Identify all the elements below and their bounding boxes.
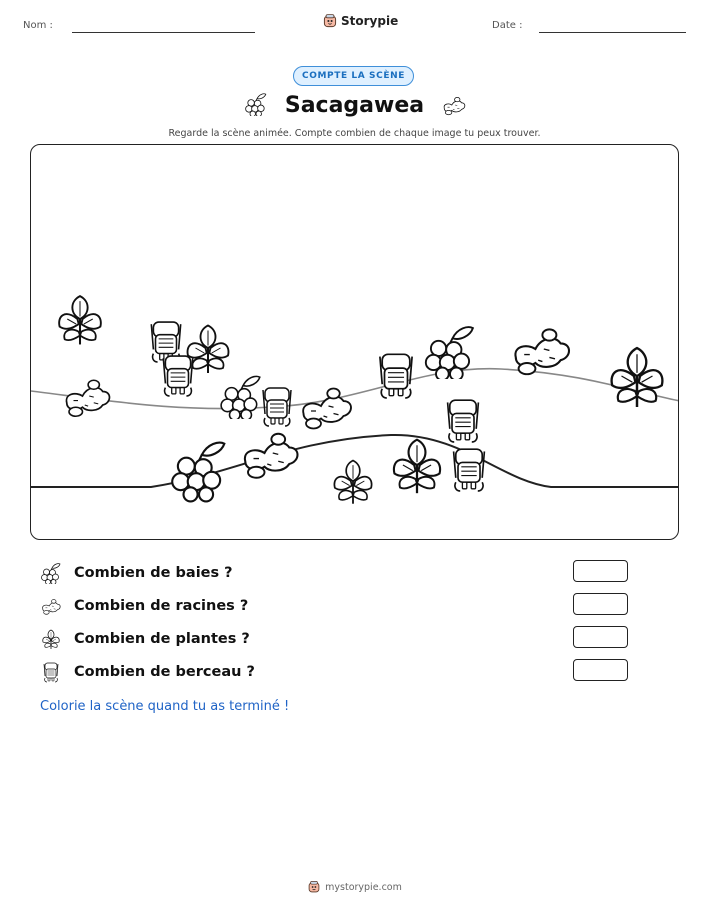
roots-icon <box>40 595 62 617</box>
counting-scene <box>30 144 679 540</box>
footer <box>0 880 709 894</box>
name-label: Nom : <box>23 20 53 31</box>
cradle-2 <box>163 356 192 396</box>
plant-1 <box>59 296 101 344</box>
roots-3 <box>303 389 351 429</box>
date-label: Date : <box>492 20 523 31</box>
roots-2 <box>515 329 569 374</box>
cradle-3 <box>380 354 412 398</box>
berries-icon <box>40 562 62 584</box>
plant-icon <box>40 628 62 650</box>
brand-logo <box>322 13 398 29</box>
answer-box-roots[interactable] <box>573 593 628 615</box>
cradle-4 <box>263 388 291 426</box>
date-line[interactable] <box>539 32 686 33</box>
roots-icon <box>441 94 467 116</box>
roots-1 <box>66 380 109 416</box>
answer-box-plants[interactable] <box>573 626 628 648</box>
storypie-mascot-icon <box>307 880 321 894</box>
coloring-instruction: Colorie la scène quand tu as terminé ! <box>40 699 290 714</box>
activity-badge: COMPTE LA SCÈNE <box>293 66 414 86</box>
back-hill-line <box>31 369 679 409</box>
roots-4 <box>245 434 298 478</box>
cradle-5 <box>448 400 479 442</box>
berries-2 <box>221 376 260 420</box>
plant-2 <box>188 326 229 374</box>
berries-1 <box>426 327 473 380</box>
cradleboard-icon <box>40 661 62 683</box>
question-plants-text: Combien de plantes ? <box>74 631 250 647</box>
name-line[interactable] <box>72 32 255 33</box>
instructions: Regarde la scène animée. Compte combien de chaque image tu peux trouver. <box>168 128 541 139</box>
page-title: Sacagawea <box>284 93 425 118</box>
plant-5 <box>334 461 371 504</box>
brand-name: Storypie <box>341 14 399 28</box>
answer-box-berries[interactable] <box>573 560 628 582</box>
plant-3 <box>612 348 663 407</box>
scene-drawing <box>31 145 679 540</box>
question-cradleboard-text: Combien de berceau ? <box>74 664 255 680</box>
cradle-6 <box>454 449 485 491</box>
plant-4 <box>394 440 440 494</box>
question-berries-text: Combien de baies ? <box>74 565 233 581</box>
answer-box-cradleboard[interactable] <box>573 659 628 681</box>
storypie-mascot-icon <box>322 13 338 29</box>
footer-url[interactable]: mystorypie.com <box>325 881 402 893</box>
question-roots-text: Combien de racines ? <box>74 598 249 614</box>
